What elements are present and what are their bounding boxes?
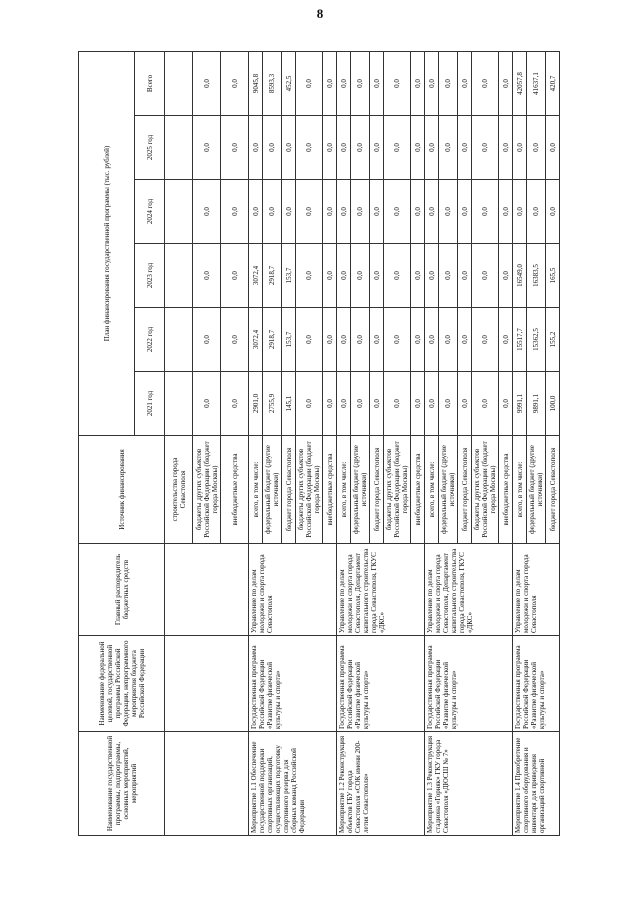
value-cell	[165, 372, 193, 436]
federal-program: Государственная программа Российской Федерации «Развитие физической культуры и спорта»	[425, 636, 513, 732]
value-cell: 155,2	[546, 308, 560, 372]
value-cell: 0,0	[411, 52, 425, 116]
source-cell: бюджеты других субъектов Российской Федерации (бюджет города Москвы)	[384, 436, 411, 544]
value-cell: 420,7	[546, 52, 560, 116]
value-cell	[165, 308, 193, 372]
value-cell: 0,0	[193, 244, 221, 308]
page-number: 8	[316, 6, 324, 21]
value-cell: 0,0	[499, 372, 513, 436]
value-cell: 2918,7	[263, 244, 282, 308]
federal-program: Государственная программа Российской Федерации «Развитие физической культуры и спорта»	[513, 636, 560, 732]
value-cell: 0,0	[351, 308, 370, 372]
value-cell: 0,0	[351, 372, 370, 436]
source-cell: бюджет города Севастополя	[546, 436, 560, 544]
value-cell: 0,0	[499, 52, 513, 116]
value-cell: 0,0	[411, 116, 425, 180]
distributor: Управление по делам молодежи и спорта города Севастополя, Департамент капитального строительства города Севастополя, ГКУС «ДКС»	[337, 544, 425, 636]
value-cell: 0,0	[351, 244, 370, 308]
source-cell: бюджет города Севастополя	[370, 436, 384, 544]
value-cell: 0,0	[193, 180, 221, 244]
source-cell: всего, в том числе:	[337, 436, 351, 544]
source-cell: внебюджетные средства	[499, 436, 513, 544]
value-cell: 0,0	[370, 180, 384, 244]
table-row	[513, 52, 527, 836]
value-cell: 0,0	[193, 116, 221, 180]
value-cell: 0,0	[249, 180, 263, 244]
empty-cell	[165, 732, 249, 836]
value-cell: 0,0	[323, 244, 337, 308]
table-row	[337, 52, 351, 836]
source-cell: бюджет города Севастополя	[282, 436, 296, 544]
value-cell: 0,0	[370, 372, 384, 436]
value-cell: 0,0	[411, 308, 425, 372]
value-cell: 0,0	[513, 180, 527, 244]
value-cell: 0,0	[351, 52, 370, 116]
value-cell: 0,0	[425, 52, 439, 116]
source-cell: федеральный бюджет (другие источники)	[527, 436, 546, 544]
source-cell: федеральный бюджет (другие источники)	[263, 436, 282, 544]
value-cell: 0,0	[527, 180, 546, 244]
source-cell: внебюджетные средства	[221, 436, 249, 544]
value-cell: 0,0	[249, 116, 263, 180]
value-cell: 0,0	[337, 180, 351, 244]
value-cell: 0,0	[384, 52, 411, 116]
table-row	[425, 52, 439, 836]
measure-name: Мероприятие 1.1 Обеспечение государственной поддержки спортивных организаций, осуществляющих подготовку спортивного резерва для сборных команд Российской Федерации	[249, 732, 337, 836]
value-cell: 0,0	[458, 372, 472, 436]
value-cell: 0,0	[546, 180, 560, 244]
value-cell: 0,0	[384, 308, 411, 372]
value-cell: 0,0	[472, 52, 499, 116]
value-cell: 0,0	[411, 244, 425, 308]
value-cell: 2901,0	[249, 372, 263, 436]
value-cell: 0,0	[221, 116, 249, 180]
value-cell: 0,0	[282, 116, 296, 180]
value-cell: 0,0	[351, 116, 370, 180]
source-cell: всего, в том числе:	[513, 436, 527, 544]
value-cell: 0,0	[458, 180, 472, 244]
value-cell: 0,0	[439, 52, 458, 116]
federal-program: Государственная программа Российской Федерации «Развитие физической культуры и спорта»	[337, 636, 425, 732]
value-cell: 0,0	[296, 372, 323, 436]
value-cell: 0,0	[337, 308, 351, 372]
value-cell: 9991,1	[513, 372, 527, 436]
value-cell: 0,0	[439, 244, 458, 308]
value-cell: 0,0	[296, 308, 323, 372]
measure-name: Мероприятие 1.4 Приобретение спортивного оборудования и инвентаря для приведения организаций спортивной	[513, 732, 560, 836]
value-cell: 0,0	[499, 116, 513, 180]
source-cell: внебюджетные средства	[323, 436, 337, 544]
value-cell: 0,0	[337, 52, 351, 116]
table-row	[165, 52, 193, 836]
empty-cell	[165, 544, 249, 636]
value-cell: 0,0	[193, 308, 221, 372]
source-cell: внебюджетные средства	[411, 436, 425, 544]
value-cell: 9045,8	[249, 52, 263, 116]
distributor: Управление по делам молодежи и спорта города Севастополя	[249, 544, 337, 636]
value-cell: 16383,5	[527, 244, 546, 308]
value-cell: 16549,0	[513, 244, 527, 308]
value-cell: 0,0	[263, 116, 282, 180]
value-cell: 0,0	[221, 52, 249, 116]
measure-name: Мероприятие 1.2 Реконструкция объектов ГБУ города Севастополя «СОК имени 200-летия Севастополя»	[337, 732, 425, 836]
distributor: Управление по делам молодежи и спорта города Севастополя	[513, 544, 560, 636]
header-distributor: Главный распорядитель бюджетных средств	[79, 544, 165, 636]
value-cell: 0,0	[425, 372, 439, 436]
value-cell: 15362,5	[527, 308, 546, 372]
value-cell: 8593,3	[263, 52, 282, 116]
value-cell: 0,0	[263, 180, 282, 244]
value-cell: 0,0	[370, 308, 384, 372]
value-cell: 0,0	[296, 244, 323, 308]
value-cell: 0,0	[472, 372, 499, 436]
value-cell: 0,0	[370, 244, 384, 308]
value-cell: 0,0	[439, 308, 458, 372]
source-cell: федеральный бюджет (другие источники)	[351, 436, 370, 544]
value-cell: 0,0	[499, 244, 513, 308]
value-cell: 0,0	[323, 52, 337, 116]
value-cell: 0,0	[384, 372, 411, 436]
value-cell	[165, 180, 193, 244]
value-cell: 100,0	[546, 372, 560, 436]
value-cell: 0,0	[323, 180, 337, 244]
value-cell: 0,0	[411, 372, 425, 436]
value-cell: 0,0	[337, 244, 351, 308]
value-cell: 0,0	[323, 308, 337, 372]
value-cell: 0,0	[458, 308, 472, 372]
value-cell: 153,7	[282, 308, 296, 372]
value-cell: 0,0	[458, 116, 472, 180]
value-cell: 165,5	[546, 244, 560, 308]
value-cell: 0,0	[296, 116, 323, 180]
value-cell: 0,0	[472, 308, 499, 372]
header-year: Всего	[135, 52, 165, 116]
financing-table	[78, 51, 560, 836]
value-cell: 0,0	[425, 116, 439, 180]
distributor: Управление по делам молодежи и спорта города Севастополя, Департамент капитального строительства города Севастополя, ГКУС «ДКС»	[425, 544, 513, 636]
value-cell: 0,0	[425, 244, 439, 308]
header-federal-program: Наименование федеральной целевой, государственной программы Российской Федерации, непрограммного мероприятия бюджета Российской Федерации	[79, 636, 165, 732]
value-cell: 0,0	[472, 180, 499, 244]
value-cell: 0,0	[499, 180, 513, 244]
value-cell: 3072,4	[249, 244, 263, 308]
header-year: 2021 год	[135, 372, 165, 436]
value-cell: 0,0	[425, 180, 439, 244]
source-cell: бюджеты других субъектов Российской Федерации (бюджет города Москвы)	[296, 436, 323, 544]
value-cell: 0,0	[370, 52, 384, 116]
value-cell: 3072,4	[249, 308, 263, 372]
federal-program: Государственная программа Российской Федерации «Развитие физической культуры и спорта»	[249, 636, 337, 732]
header-year: 2022 год	[135, 308, 165, 372]
value-cell: 145,1	[282, 372, 296, 436]
value-cell: 0,0	[384, 116, 411, 180]
value-cell: 0,0	[193, 52, 221, 116]
value-cell: 0,0	[527, 116, 546, 180]
value-cell: 0,0	[384, 180, 411, 244]
value-cell: 2755,9	[263, 372, 282, 436]
source-cell: всего, в том числе:	[425, 436, 439, 544]
value-cell: 0,0	[425, 308, 439, 372]
header-name: Наименование государственной программы, подпрограммы, основных мероприятий, мероприятий	[79, 732, 165, 836]
header-year: 2023 год	[135, 244, 165, 308]
value-cell: 0,0	[323, 116, 337, 180]
value-cell: 0,0	[546, 116, 560, 180]
value-cell: 15517,7	[513, 308, 527, 372]
value-cell: 0,0	[458, 244, 472, 308]
value-cell: 0,0	[221, 244, 249, 308]
value-cell: 0,0	[439, 372, 458, 436]
source-cell: федеральный бюджет (другие источники)	[439, 436, 458, 544]
value-cell: 0,0	[282, 180, 296, 244]
value-cell: 41637,1	[527, 52, 546, 116]
value-cell: 0,0	[221, 372, 249, 436]
header-year: 2024 год	[135, 180, 165, 244]
value-cell: 9891,1	[527, 372, 546, 436]
source-cell: всего, в том числе:	[249, 436, 263, 544]
source-cell: бюджет города Севастополя	[458, 436, 472, 544]
value-cell	[165, 116, 193, 180]
value-cell: 0,0	[499, 308, 513, 372]
header-plan: План финансирования государственной программы (тыс. рублей)	[79, 52, 135, 436]
header-source: Источник финансирования	[79, 436, 165, 544]
table-row	[249, 52, 263, 836]
value-cell: 42057,8	[513, 52, 527, 116]
value-cell: 0,0	[439, 116, 458, 180]
value-cell: 0,0	[411, 180, 425, 244]
value-cell: 0,0	[221, 308, 249, 372]
value-cell	[165, 244, 193, 308]
value-cell: 0,0	[337, 116, 351, 180]
source-cell: бюджеты других субъектов Российской Федерации (бюджет города Москвы)	[472, 436, 499, 544]
empty-cell	[165, 636, 249, 732]
value-cell: 0,0	[472, 244, 499, 308]
value-cell	[165, 52, 193, 116]
value-cell: 0,0	[193, 372, 221, 436]
value-cell: 0,0	[296, 52, 323, 116]
value-cell: 0,0	[296, 180, 323, 244]
value-cell: 0,0	[458, 52, 472, 116]
source-cell: строительства города Севастополя	[165, 436, 193, 544]
value-cell: 0,0	[439, 180, 458, 244]
rotated-table-wrapper	[78, 52, 557, 836]
value-cell: 452,5	[282, 52, 296, 116]
value-cell: 0,0	[472, 116, 499, 180]
header-year: 2025 год	[135, 116, 165, 180]
value-cell: 0,0	[513, 116, 527, 180]
value-cell: 2918,7	[263, 308, 282, 372]
source-cell: бюджеты других субъектов Российской Федерации (бюджет города Москвы)	[193, 436, 221, 544]
value-cell: 0,0	[221, 180, 249, 244]
value-cell: 0,0	[351, 180, 370, 244]
value-cell: 0,0	[323, 372, 337, 436]
value-cell: 0,0	[337, 372, 351, 436]
value-cell: 153,7	[282, 244, 296, 308]
measure-name: Мероприятие 1.3 Реконструкция стадиона «Горняк» ГКУ города Севастополя «ДЮСШ № 7»	[425, 732, 513, 836]
value-cell: 0,0	[384, 244, 411, 308]
value-cell: 0,0	[370, 116, 384, 180]
